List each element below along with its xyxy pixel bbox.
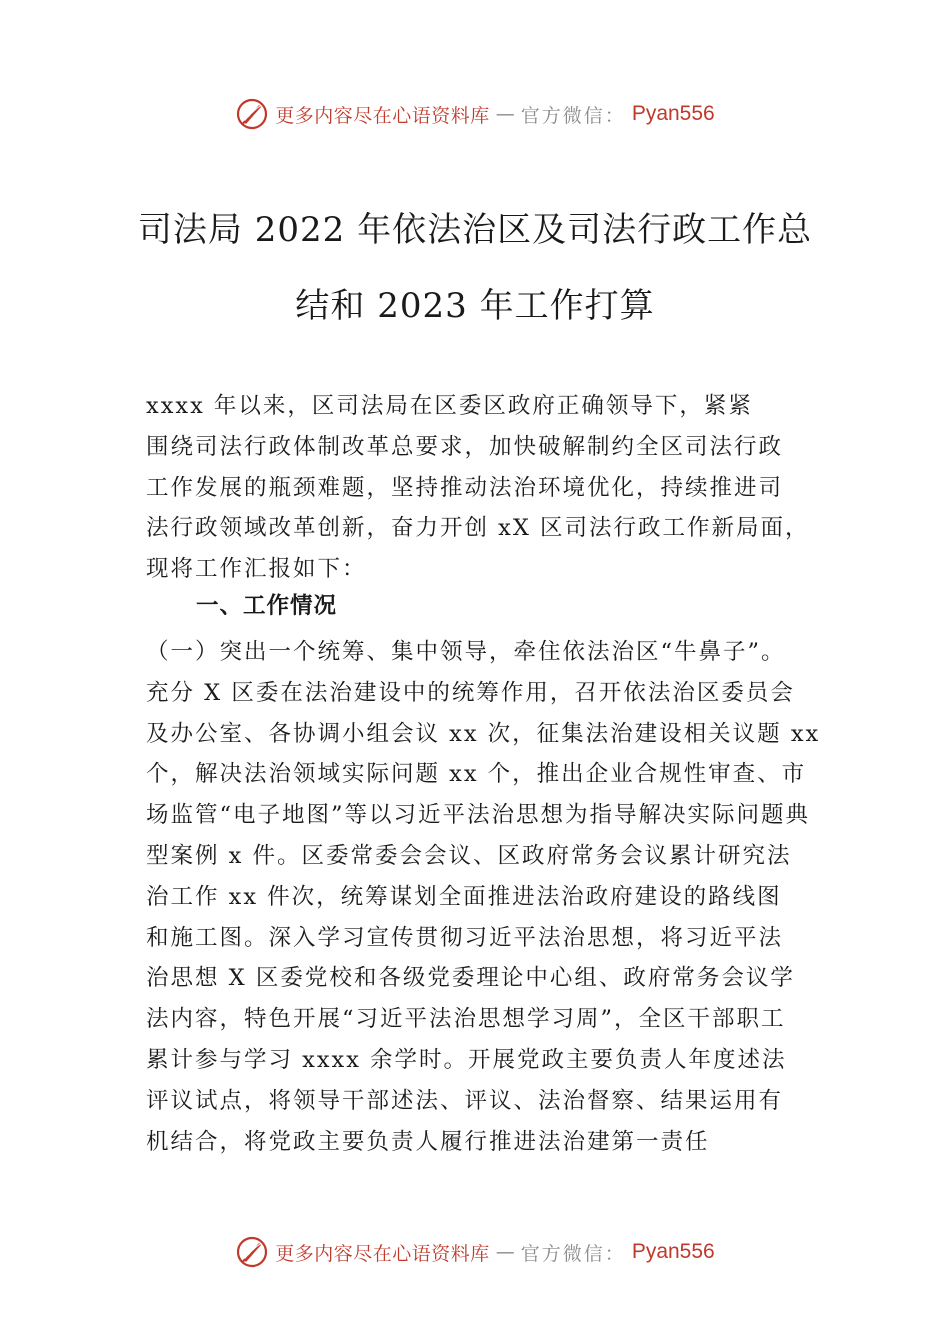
section-heading: 一、工作情况 [196, 593, 338, 619]
paragraph-line: 评议试点，将领导干部述法、评议、法治督察、结果运用有 [146, 1087, 784, 1114]
paragraph-line: 充分 X 区委在法治建设中的统筹作用，召开依法治区委员会 [146, 679, 795, 706]
banner-dash: — [495, 1241, 515, 1263]
paragraph-line: 场监管“电子地图”等以习近平法治思想为指导解决实际问题典 [146, 802, 811, 829]
intro-paragraph [146, 386, 812, 590]
paragraph-line: xxxx 年以来，区司法局在区委区政府正确领导下，紧紧 [146, 393, 753, 419]
document-title-line-2: 结和 2023 年工作打算 [295, 286, 655, 326]
banner-wechat-label: 官方微信： [520, 1242, 626, 1265]
paragraph-line: 治工作 xx 件次，统筹谋划全面推进法治政府建设的路线图 [146, 883, 782, 910]
paragraph-line: 型案例 x 件。区委常委会会议、区政府常务会议累计研究法 [146, 842, 792, 869]
banner-brand-text: 更多内容尽在心语资料库 [275, 1242, 490, 1265]
header-watermark-banner [0, 94, 950, 134]
section-paragraph [146, 632, 821, 1162]
document-title-line-1: 司法局 2022 年依法治区及司法行政工作总 [137, 210, 813, 250]
paragraph-line: 治思想 X 区委党校和各级党委理论中心组、政府常务会议学 [146, 965, 795, 992]
banner-dash: — [495, 103, 515, 125]
banner-wechat-label: 官方微信： [520, 104, 626, 127]
paragraph-line: 法内容，特色开展“习近平法治思想学习周”，全区干部职工 [146, 1006, 786, 1033]
quill-logo-icon [235, 97, 269, 131]
paragraph-line: 个，解决法治领域实际问题 xx 个，推出企业合规性审查、市 [146, 761, 807, 788]
banner-brand-text: 更多内容尽在心语资料库 [275, 104, 490, 127]
paragraph-line: 及办公室、各协调小组会议 xx 次，征集法治建设相关议题 xx [146, 720, 821, 747]
paragraph-line: 工作发展的瓶颈难题，坚持推动法治环境优化，持续推进司 [146, 474, 784, 501]
paragraph-line: 累计参与学习 xxxx 余学时。开展党政主要负责人年度述法 [146, 1046, 787, 1073]
quill-logo-icon [235, 1235, 269, 1269]
banner-wechat-id: Pyan556 [631, 1240, 715, 1263]
paragraph-line: （一）突出一个统筹、集中领导，牵住依法治区“牛鼻子”。 [146, 639, 786, 665]
paragraph-line: 现将工作汇报如下： [146, 556, 367, 583]
paragraph-line: 机结合，将党政主要负责人履行推进法治建第一责任 [146, 1128, 710, 1155]
banner-wechat-id: Pyan556 [631, 102, 715, 125]
paragraph-line: 法行政领域改革创新，奋力开创 xX 区司法行政工作新局面， [146, 515, 810, 542]
footer-watermark-banner [0, 1232, 950, 1272]
paragraph-line: 和施工图。深入学习宣传贯彻习近平法治思想，将习近平法 [146, 924, 784, 951]
paragraph-line: 围绕司法行政体制改革总要求，加快破解制约全区司法行政 [146, 433, 784, 460]
